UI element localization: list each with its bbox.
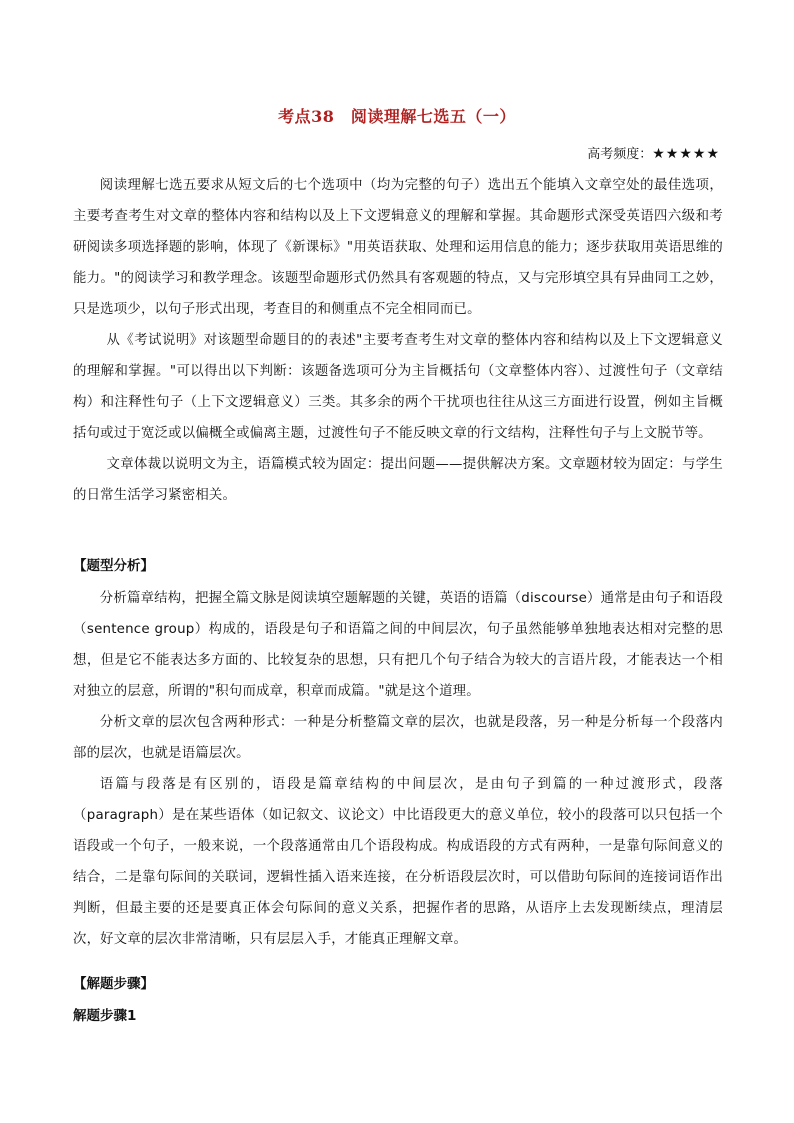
intro-section (73, 170, 723, 511)
intro-paragraph: 从《考试说明》对该题型命题目的的表述"主要考查考生对文章的整体内容和结构以及上下文逻辑意义的理解和掌握。"可以得出以下判断：该题备选项可分为主旨概括句（文章整体内容）、过渡性句子（文章结构）和注释性句子（上下文逻辑意义）三类。其多余的两个干扰项也往往从这三方面进行设置，例如主旨概括句或过于宽泛或以偏概全或偏离主题，过渡性句子不能反映文章的行文结构，注释性句子与上文脱节等。 (73, 333, 723, 441)
intro-paragraph: 文章体裁以说明文为主，语篇模式较为固定：提出问题——提供解决方案。文章题材较为固定：与学生的日常生活学习紧密相关。 (73, 457, 723, 503)
page-title: 考点38 阅读理解七选五（一） (278, 107, 516, 126)
section-heading-steps: 【解题步骤】 (73, 976, 154, 992)
step-heading: 解题步骤1 (73, 1008, 137, 1024)
section-heading-analysis: 【题型分析】 (73, 558, 154, 574)
analysis-paragraph: 分析文章的层次包含两种形式：一种是分析整篇文章的层次，也就是段落，另一种是分析每一个段落内部的层次，也就是语篇层次。 (73, 715, 723, 761)
intro-paragraph: 阅读理解七选五要求从短文后的七个选项中（均为完整的句子）选出五个能填入文章空处的最佳选项，主要考查考生对文章的整体内容和结构以及上下文逻辑意义的理解和掌握。其命题形式深受英语四六级和考研阅读多项选择题的影响，体现了《新课标》"用英语获取、处理和运用信息的能力；逐步获取用英语思维的能力。"的阅读学习和教学理念。该题型命题形式仍然具有客观题的特点，又与完形填空具有异曲同工之妙，只是选项少，以句子形式出现，考查目的和侧重点不完全相同而已。 (73, 178, 723, 317)
analysis-section (73, 583, 723, 955)
frequency-label: 高考频度： (587, 147, 653, 162)
star-rating-icon: ★★★★★ (652, 146, 720, 162)
analysis-paragraph: 语篇与段落是有区别的，语段是篇章结构的中间层次，是由句子到篇的一种过渡形式，段落（paragraph）是在某些语体（如记叙文、议论文）中比语段更大的意义单位，较小的段落可以只包括一个语段或一个句子，一般来说，一个段落通常由几个语段构成。构成语段的方式有两种，一是靠句际间意义的结合，二是靠句际间的关联词，逻辑性插入语来连接，在分析语段层次时，可以借助句际间的连接词语作出判断，但最主要的还是要真正体会句际间的意义关系，把握作者的思路，从语序上去发现断续点，理清层次，好文章的层次非常清晰，只有层层入手，才能真正理解文章。 (73, 777, 723, 947)
frequency-rating (587, 143, 720, 162)
analysis-paragraph: 分析篇章结构，把握全篇文脉是阅读填空题解题的关键，英语的语篇（discourse）通常是由句子和语段（sentence group）构成的，语段是句子和语篇之间的中间层次，句子虽然能够单独地表达相对完整的思想，但是它不能表达多方面的、比较复杂的思想，只有把几个句子结合为较大的言语片段，才能表达一个相对独立的层意，所谓的"积句而成章，积章而成篇。"就是这个道理。 (73, 591, 723, 699)
